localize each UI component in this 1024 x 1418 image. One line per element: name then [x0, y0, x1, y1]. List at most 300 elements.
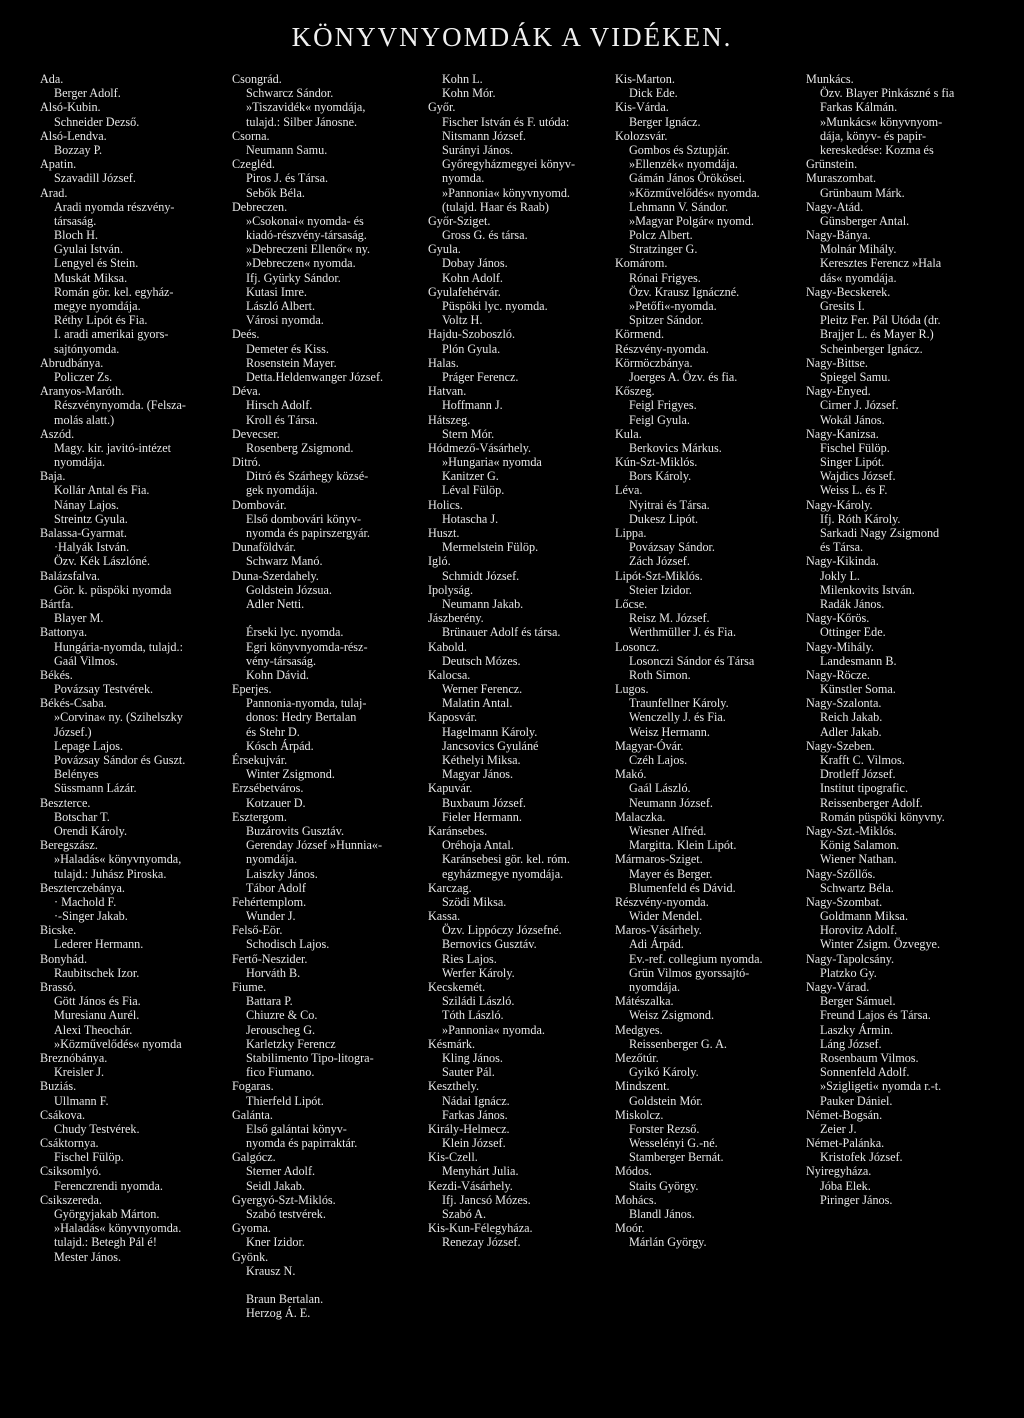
printer-entry: Brünauer Adolf és társa. — [442, 625, 561, 640]
printer-entry: Sauter Pál. — [442, 1065, 495, 1080]
printer-entry: Muresianu Aurél. — [54, 1008, 140, 1023]
town-heading: Ditró. — [232, 455, 261, 470]
town-heading: Devecser. — [232, 426, 280, 441]
printer-entry: Staits György. — [629, 1178, 699, 1193]
printer-entry: nyomda. — [442, 171, 485, 186]
town-heading: Deés. — [232, 327, 260, 342]
printer-entry: Reich Jakab. — [820, 710, 883, 725]
town-heading: Dunaföldvár. — [232, 540, 296, 555]
printer-entry: Adler Netti. — [246, 596, 305, 611]
printer-entry: Reissenberger Adolf. — [820, 795, 923, 810]
town-heading: Eperjes. — [232, 682, 272, 697]
printer-entry: Pannonia-nyomda, tulaj- — [246, 696, 367, 711]
town-heading: Nagy-Bánya. — [806, 228, 871, 243]
town-heading: Gyulafehérvár. — [428, 284, 501, 299]
town-heading: Kula. — [615, 426, 642, 441]
town-heading: Nagy-Károly. — [806, 497, 873, 512]
printer-entry: Feigl Gyula. — [629, 412, 690, 427]
town-heading: Nagy-Kikinda. — [806, 554, 879, 569]
town-heading: Keszthely. — [428, 1079, 479, 1094]
town-heading: Brassó. — [40, 980, 77, 994]
town-heading: Halas. — [428, 355, 459, 370]
printer-entry: Szabó A. — [442, 1207, 487, 1221]
printer-entry: Püspöki lyc. nyomda. — [442, 299, 548, 313]
town-heading: Módos. — [615, 1164, 652, 1179]
printer-entry: Neumann József. — [629, 795, 713, 810]
printer-entry: König Salamon. — [820, 838, 900, 853]
town-heading: Czegléd. — [232, 157, 275, 172]
printer-entry: Steier Izidor. — [629, 582, 692, 597]
printer-entry: Nánay Lajos. — [54, 497, 119, 512]
town-heading: Medgyes. — [615, 1022, 663, 1037]
printer-entry: Réthy Lipót és Fia. — [54, 313, 148, 328]
printer-entry: Gombos és Sztupjár. — [629, 142, 730, 157]
printer-entry: Renezay József. — [442, 1235, 521, 1250]
town-heading: Balázsfalva. — [40, 568, 100, 583]
column-1 — [40, 72, 218, 1264]
town-heading: Gyönk. — [232, 1249, 269, 1264]
printer-entry: Jokly L. — [820, 568, 860, 583]
town-heading: Győr. — [428, 100, 456, 115]
printer-entry: Fischel Fülöp. — [54, 1150, 124, 1165]
printer-entry: Pauker Dániel. — [820, 1093, 893, 1108]
printer-entry: Ditró és Szárhegy közsé- — [246, 469, 369, 484]
printer-entry: Buxbaum József. — [442, 795, 526, 810]
town-heading: Kis-Kun-Félegyháza. — [428, 1221, 533, 1236]
printer-entry: Braun Bertalan. — [246, 1292, 324, 1307]
town-heading: Fogaras. — [232, 1079, 274, 1094]
printer-entry: »Tiszavidék« nyomdája, — [246, 100, 366, 115]
printer-entry: Schodisch Lajos. — [246, 937, 330, 952]
town-heading: Munkács. — [806, 72, 854, 86]
printer-entry: Schwarz Manó. — [246, 554, 323, 569]
printer-entry: Adler Jakab. — [820, 724, 882, 739]
town-heading: Baja. — [40, 469, 66, 484]
town-heading: Jászberény. — [428, 611, 484, 626]
column-2 — [232, 72, 416, 1321]
printer-entry: Ifj. Jancsó Mózes. — [442, 1192, 531, 1207]
town-heading: Apatin. — [40, 157, 77, 172]
town-heading: Lugos. — [615, 682, 649, 697]
printer-entry: Stratzinger G. — [629, 242, 698, 257]
town-heading: Balassa-Gyarmat. — [40, 526, 127, 540]
town-heading: Hátszeg. — [428, 412, 471, 427]
town-heading: Buziás. — [40, 1079, 77, 1094]
printer-entry: Szavadill József. — [54, 171, 136, 186]
town-heading: Ada. — [40, 72, 64, 86]
printer-entry: nyomda és papirszergyár. — [246, 526, 370, 540]
printer-entry: Schwartz Béla. — [820, 880, 894, 895]
printer-entry: »Szigligeti« nyomda r.-t. — [820, 1079, 942, 1094]
printer-entry: Buzárovits Gusztáv. — [246, 823, 345, 838]
printer-entry: I. aradi amerikai gyors- — [54, 327, 169, 342]
printer-entry: Malatin Antal. — [442, 696, 513, 711]
printer-entry: Reisz M. József. — [629, 611, 710, 626]
printer-entry: Rosenbaum Vilmos. — [820, 1050, 919, 1065]
printer-entry: Sebők Béla. — [246, 185, 305, 200]
printer-entry: Günsberger Antal. — [820, 213, 910, 228]
printer-entry: Práger Ferencz. — [442, 369, 519, 384]
printer-entry: Özv. Blayer Pinkászné s fia — [820, 86, 955, 101]
printer-entry: Berger Ignácz. — [629, 114, 701, 129]
town-heading: Nagy-Szt.-Miklós. — [806, 823, 897, 838]
town-heading: Lőcse. — [615, 596, 648, 611]
printer-entry: Sonnenfeld Adolf. — [820, 1065, 910, 1080]
printer-entry: Lederer Hermann. — [54, 937, 144, 952]
printer-entry: Wesselényi G.-né. — [629, 1136, 718, 1151]
printer-entry: »Munkács« könyvnyom- — [820, 114, 943, 129]
town-heading: Ipolyság. — [428, 582, 474, 597]
printer-entry: Werner Ferencz. — [442, 682, 523, 697]
printer-entry: (tulajd. Haar és Raab) — [442, 199, 549, 214]
printer-entry: Rónai Frigyes. — [629, 270, 701, 285]
printer-entry: Voltz H. — [442, 313, 483, 328]
town-heading: Fertő-Neszider. — [232, 951, 308, 966]
printer-entry: »Petőfi«-nyomda. — [629, 299, 717, 313]
printer-entry: Blumenfeld és Dávid. — [629, 880, 736, 895]
town-heading: Csiksomlyó. — [40, 1164, 102, 1179]
town-heading: Nagy-Tapolcsány. — [806, 951, 895, 966]
printer-entry: Klein József. — [442, 1136, 506, 1151]
town-heading: Malaczka. — [615, 809, 666, 824]
town-heading: Galgócz. — [232, 1150, 276, 1165]
town-heading: Kis-Várda. — [615, 100, 669, 115]
printer-entry: Kreisler J. — [54, 1065, 105, 1080]
town-heading: Alsó-Lendva. — [40, 128, 107, 143]
printer-entry: Grün Vilmos gyorssajtó- — [629, 965, 750, 980]
printer-entry: Városi nyomda. — [246, 313, 324, 328]
printer-entry: Botschar T. — [54, 809, 110, 824]
printer-entry: Stabilimento Tipo-litogra- — [246, 1050, 374, 1065]
printer-entry: Stern Mór. — [442, 426, 495, 441]
town-heading: Kassa. — [428, 909, 461, 924]
town-heading: Dombovár. — [232, 497, 287, 512]
printer-entry: nyomdája. — [54, 455, 106, 470]
printer-entry: Oréhoja Antal. — [442, 838, 514, 853]
town-heading: Esztergom. — [232, 809, 287, 824]
town-heading: Csáktornya. — [40, 1136, 99, 1151]
printer-entry: Magy. kir. javitó-intézet — [54, 440, 171, 455]
printer-entry: »Közművelődés« nyomda — [54, 1036, 182, 1051]
column-3 — [428, 72, 608, 1250]
printer-entry: »Pannonia« könyvnyomd. — [442, 185, 570, 200]
printer-entry: Pleitz Fer. Pál Utóda (dr. — [820, 313, 941, 328]
printer-entry: Weiss L. és F. — [820, 483, 888, 498]
printer-entry: Surányi János. — [442, 142, 514, 157]
printer-entry: Gresits I. — [820, 299, 865, 313]
printer-entry: Zeier J. — [820, 1121, 857, 1136]
printer-entry: Lehmann V. Sándor. — [629, 199, 729, 214]
printer-entry: Érseki lyc. nyomda. — [246, 625, 344, 640]
printer-entry: ·Halyák István. — [54, 540, 130, 555]
printer-entry: Gör. k. püspöki nyomda — [54, 582, 172, 597]
printer-entry: Jancsovics Gyuláné — [442, 738, 539, 753]
printer-entry: Gyulai István. — [54, 242, 124, 257]
printer-entry: Román püspöki könyvny. — [820, 809, 945, 824]
printer-entry: Muskát Miksa. — [54, 270, 128, 285]
printer-entry: fico Fiumano. — [246, 1065, 315, 1080]
town-heading: Karczag. — [428, 880, 472, 895]
town-heading: Király-Helmecz. — [428, 1121, 510, 1136]
printer-entry: Mayer és Berger. — [629, 866, 713, 881]
printer-entry: Weisz Zsigmond. — [629, 1008, 714, 1023]
printer-entry: Wenczelly J. és Fia. — [629, 710, 726, 725]
printer-entry: Kristofek József. — [820, 1150, 903, 1165]
town-heading: Csorna. — [232, 128, 270, 143]
printer-entry: Wunder J. — [246, 909, 296, 924]
printer-entry: Farkas Kálmán. — [820, 100, 898, 115]
printer-entry: Bors Károly. — [629, 469, 692, 484]
printer-entry: Forster Rezső. — [629, 1121, 700, 1136]
printer-entry: Wider Mendel. — [629, 909, 703, 924]
printer-entry: Goldmann Miksa. — [820, 909, 909, 924]
town-heading: Komárom. — [615, 256, 668, 271]
town-heading: Nagy-Szeben. — [806, 738, 875, 753]
town-heading: Felső-Eör. — [232, 923, 283, 938]
printer-entry: Policzer Zs. — [54, 369, 113, 384]
printer-entry: Lengyel és Stein. — [54, 256, 139, 271]
printer-entry: nyomdája. — [629, 980, 681, 994]
town-heading: Beszterczebánya. — [40, 880, 125, 895]
printer-entry: Streintz Gyula. — [54, 511, 128, 526]
printer-entry: Scheinberger Ignácz. — [820, 341, 923, 356]
town-heading: Beregszász. — [40, 838, 98, 853]
town-heading: Csákova. — [40, 1107, 86, 1122]
printer-entry: Raubitschek Izor. — [54, 965, 140, 980]
printer-entry: Kollár Antal és Fia. — [54, 483, 150, 498]
town-heading: Részvény-nyomda. — [615, 894, 709, 909]
town-heading: Galánta. — [232, 1107, 273, 1122]
town-heading: Nagy-Bittse. — [806, 355, 868, 370]
printer-entry: »Hungaria« nyomda — [442, 455, 542, 470]
printer-entry: Farkas János. — [442, 1107, 508, 1122]
printer-entry: Povázsay Sándor és Guszt. — [54, 753, 186, 767]
printer-entry: Láng József. — [820, 1036, 882, 1051]
printer-entry: Első galántai könyv- — [246, 1121, 347, 1136]
printer-entry: Winter Zsigmond. — [246, 767, 335, 782]
printer-entry: Dukesz Lipót. — [629, 511, 699, 526]
printer-entry: Keresztes Ferencz »Hala — [820, 256, 942, 271]
printer-entry: Povázsay Sándor. — [629, 540, 715, 555]
printer-entry: Kéthelyi Miksa. — [442, 753, 521, 767]
printer-entry: Roth Simon. — [629, 667, 691, 682]
printer-entry: Gaál Vilmos. — [54, 653, 119, 668]
printer-entry: Gaál László. — [629, 781, 691, 796]
printer-entry: Sziládi László. — [442, 994, 515, 1009]
printer-entry: Kohn Dávid. — [246, 667, 309, 682]
town-heading: Mezőtúr. — [615, 1050, 659, 1065]
printer-entry: Özv. Lippóczy Józsefné. — [442, 923, 562, 938]
printer-entry: Plón Gyula. — [442, 341, 501, 356]
printer-entry: Gött János és Fia. — [54, 994, 141, 1009]
printer-entry: Deutsch Mózes. — [442, 653, 521, 668]
printer-entry: kereskedése: Kozma és — [820, 142, 934, 157]
printer-entry: Goldstein Józsua. — [246, 582, 332, 597]
printer-entry: Aradi nyomda részvény- — [54, 199, 175, 214]
printer-entry: Goldstein Mór. — [629, 1093, 703, 1108]
printer-entry: Kohn Mór. — [442, 86, 496, 101]
printer-entry: megye nyomdája. — [54, 299, 141, 313]
printer-entry: Zách József. — [629, 554, 690, 569]
town-heading: Karánsebes. — [428, 823, 488, 838]
town-heading: Lippa. — [615, 526, 647, 540]
printer-entry: Schwarcz Sándor. — [246, 86, 334, 101]
printer-entry: Dick Ede. — [629, 86, 678, 101]
town-heading: Mindszent. — [615, 1079, 670, 1094]
printer-entry: Neumann Samu. — [246, 142, 328, 157]
printer-entry: Ullmann F. — [54, 1093, 109, 1108]
printer-entry: »Corvina« ny. (Szihelszky — [54, 710, 183, 725]
column-4 — [615, 72, 805, 1250]
printer-entry: tulajd.: Juhász Piroska. — [54, 866, 167, 881]
printer-entry: Povázsay Testvérek. — [54, 682, 154, 697]
printer-entry: Nádai Ignácz. — [442, 1093, 510, 1108]
town-heading: Grünstein. — [806, 157, 858, 172]
town-heading: Hódmező-Vásárhely. — [428, 440, 532, 455]
printer-entry: Süssmann Lázár. — [54, 781, 137, 796]
printer-entry: molás alatt.) — [54, 412, 115, 427]
printer-entry: Molnár Mihály. — [820, 242, 897, 257]
town-heading: Nyiregyháza. — [806, 1164, 872, 1179]
printer-entry: Bloch H. — [54, 228, 99, 243]
printer-entry: Piros J. és Társa. — [246, 171, 329, 186]
printer-entry: Tábor Adolf — [246, 880, 306, 895]
printer-entry: Léval Fülöp. — [442, 483, 505, 498]
printer-entry: Polcz Albert. — [629, 228, 693, 243]
town-heading: Déva. — [232, 384, 261, 399]
printer-entry: donos: Hedry Bertalan — [246, 710, 357, 725]
printer-entry: Karletzky Ferencz — [246, 1036, 336, 1051]
town-heading: Duna-Szerdahely. — [232, 568, 319, 583]
printer-entry: Ottinger Ede. — [820, 625, 886, 640]
printer-entry: Kohn L. — [442, 72, 483, 86]
printer-entry: Özv. Kék Lászlóné. — [54, 554, 150, 569]
printer-entry: Wiener Nathan. — [820, 852, 897, 867]
printer-entry: vény-társaság. — [246, 653, 317, 668]
printer-entry: · Machold F. — [54, 894, 117, 909]
printer-entry — [232, 611, 416, 625]
printer-entry: Márlán György. — [629, 1235, 707, 1250]
printer-entry: Mermelstein Fülöp. — [442, 540, 539, 555]
printer-entry: Fischer István és F. utóda: — [442, 114, 570, 129]
town-heading: Kalocsa. — [428, 667, 471, 682]
printer-entry: Thierfeld Lipót. — [246, 1093, 324, 1108]
printer-entry: Werthmüller J. és Fia. — [629, 625, 736, 640]
printer-entry: és Társa. — [820, 540, 864, 555]
town-heading: Nagy-Kőrös. — [806, 611, 870, 626]
printer-entry: Hungária-nyomda, tulajd.: — [54, 639, 183, 654]
printer-entry: Schneider Dezső. — [54, 114, 140, 129]
printer-entry: Adi Árpád. — [629, 937, 684, 952]
printer-entry: Chudy Testvérek. — [54, 1121, 140, 1136]
town-heading: Aszód. — [40, 426, 75, 441]
printer-entry: »Ellenzék« nyomdája. — [629, 157, 738, 172]
printer-entry: Brajjer L. és Mayer R.) — [820, 327, 934, 342]
printer-entry: Gámán János Örökösei. — [629, 171, 746, 186]
printer-entry: Győregyházmegyei könyv- — [442, 157, 576, 172]
town-heading: Kabold. — [428, 639, 467, 654]
town-heading: Aranyos-Maróth. — [40, 384, 125, 399]
printer-entry: Winter Zsigm. Özvegye. — [820, 937, 940, 952]
printer-entry: Román gör. kel. egyház- — [54, 284, 174, 299]
printer-entry: »Debreczen« nyomda. — [246, 256, 356, 271]
town-heading: Lipót-Szt-Miklós. — [615, 568, 703, 583]
printer-entry: Orendi Károly. — [54, 823, 127, 838]
town-heading: Kún-Szt-Miklós. — [615, 455, 698, 470]
printer-entry: Berger Sámuel. — [820, 994, 896, 1009]
printer-entry: Jerouscheg G. — [246, 1022, 316, 1037]
printer-entry: Krafft C. Vilmos. — [820, 753, 905, 767]
town-heading: Nagy-Enyed. — [806, 384, 871, 399]
printer-entry: Feigl Frigyes. — [629, 398, 697, 413]
town-heading: Bonyhád. — [40, 951, 88, 966]
printer-entry: Kósch Árpád. — [246, 738, 314, 753]
town-heading: Hajdu-Szoboszló. — [428, 327, 515, 342]
town-heading: Nagy-Kanizsa. — [806, 426, 879, 441]
printer-entry: »Debreczeni Ellenőr« ny. — [246, 242, 371, 257]
printer-entry: Berger Adolf. — [54, 86, 121, 101]
printer-entry: dája, könyv- és papir- — [820, 128, 927, 143]
town-heading: Nagy-Szombat. — [806, 894, 883, 909]
town-heading: Részvény-nyomda. — [615, 341, 709, 356]
printer-entry: Blandl János. — [629, 1207, 695, 1221]
town-heading: Kecskemét. — [428, 980, 486, 994]
town-heading: Német-Bogsán. — [806, 1107, 883, 1122]
printer-entry — [232, 1278, 416, 1292]
town-heading: Abrudbánya. — [40, 355, 104, 370]
printer-entry: tulajd.: Betegh Pál é! — [54, 1235, 157, 1250]
printer-entry: Kutasi Imre. — [246, 284, 307, 299]
printer-entry: ·-Singer Jakab. — [54, 909, 128, 924]
printer-entry: egyházmegye nyomdája. — [442, 866, 564, 881]
printer-entry: Wajdics József. — [820, 469, 896, 484]
printer-entry: társaság. — [54, 213, 97, 228]
printer-entry: »Csokonai« nyomda- és — [246, 213, 364, 228]
town-heading: Hatvan. — [428, 384, 467, 399]
town-heading: Kaposvár. — [428, 710, 478, 725]
town-heading: Kis-Marton. — [615, 72, 675, 86]
town-heading: Kis-Czell. — [428, 1150, 478, 1165]
printer-entry: Wokál János. — [820, 412, 885, 427]
printer-entry: Horváth B. — [246, 965, 301, 980]
town-heading: Makó. — [615, 767, 647, 782]
printer-entry: Menyhárt Julia. — [442, 1164, 519, 1179]
printer-entry: Kling János. — [442, 1050, 503, 1065]
printer-entry: Spitzer Sándor. — [629, 313, 704, 328]
printer-entry: kiadó-részvény-társaság. — [246, 228, 367, 243]
printer-entry: Hagelmann Károly. — [442, 724, 538, 739]
town-heading: Kapuvár. — [428, 781, 473, 796]
printer-entry: Fischel Fülöp. — [820, 440, 890, 455]
printer-entry: Gross G. és társa. — [442, 228, 528, 243]
town-heading: Nagy-Röcze. — [806, 667, 870, 682]
printer-entry: Alexi Theochár. — [54, 1022, 133, 1037]
printer-entry: Piringer János. — [820, 1192, 893, 1207]
printer-entry: Rosenberg Zsigmond. — [246, 440, 354, 455]
printer-entry: Részvénynyomda. (Felsza- — [54, 398, 186, 413]
printer-entry: Belényes — [54, 767, 99, 782]
town-heading: Erzsébetváros. — [232, 781, 304, 796]
town-heading: Csikszereda. — [40, 1192, 102, 1207]
printer-entry: Gyikó Károly. — [629, 1065, 699, 1080]
town-heading: Német-Palánka. — [806, 1136, 885, 1151]
town-heading: Bártfa. — [40, 596, 74, 611]
page-title: KÖNYVNYOMDÁK A VIDÉKEN. — [291, 22, 733, 52]
town-heading: Mohács. — [615, 1192, 657, 1207]
printer-entry: Első dombovári könyv- — [246, 511, 362, 526]
printer-entry: Mester János. — [54, 1249, 122, 1264]
printer-entry: Schmidt József. — [442, 568, 520, 583]
